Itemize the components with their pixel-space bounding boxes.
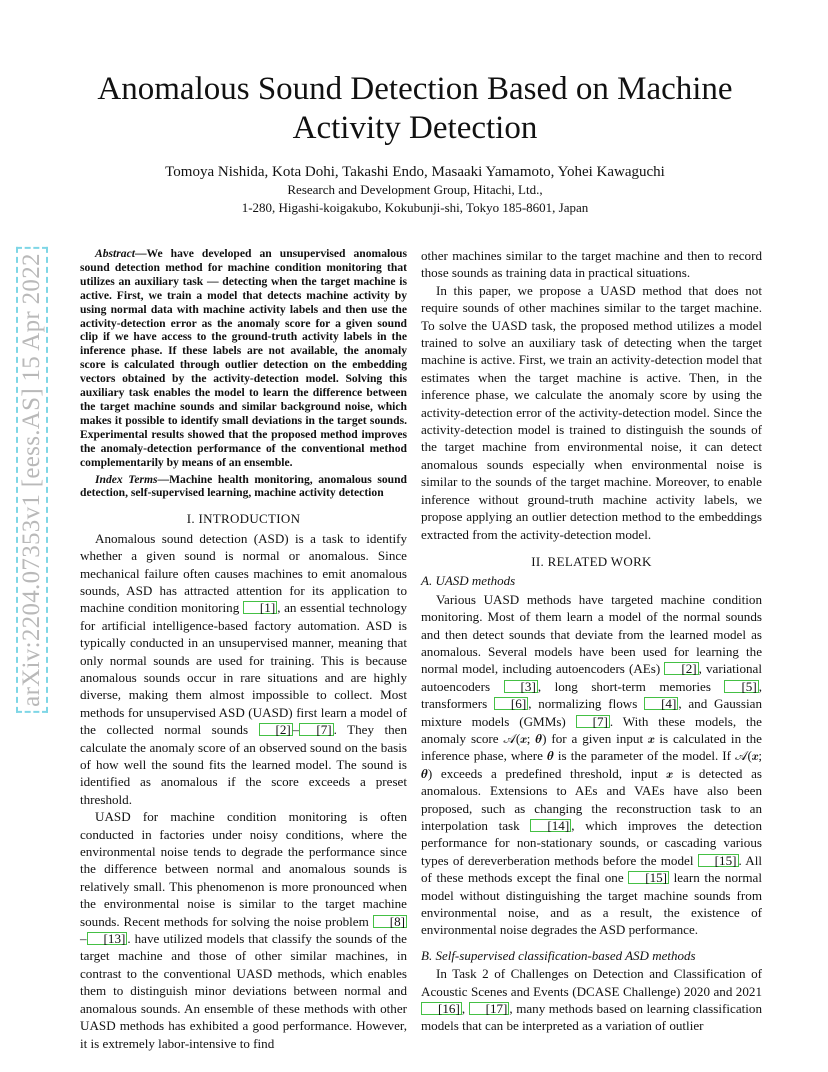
citation-link[interactable]: [4] [644,697,678,710]
citation-link[interactable]: [5] [724,680,758,693]
citation-link[interactable]: [13] [87,932,128,945]
subsection-heading-self-supervised: B. Self-supervised classification-based ASD methods [421,947,696,963]
citation-link[interactable]: [2] [664,662,698,675]
abstract-text: —We have developed an unsupervised anomalous sound detection method for machine condition monitoring that utilizes an auxiliary task — detecting when the target machine is active. First, we train a model that detects machine activity by using normal data with machine activity labels and then use the activity-detection error as the anomaly score for a given sound clip if we have access to the ground-truth activity labels in the inference phase. If these labels are not available, the anomaly score is calculated through outlier detection on the embedding vectors obtained by the activity-detection model. Solving this auxiliary task enables the model to learn the difference between the target machine sounds and similar background noise, which makes it possible to identify small deviations in the target sounds. Experimental results showed that the proposed method improves the anomaly-detection performance of the conventional method complementarily by means of an ensemble. [80,247,407,469]
citation-link[interactable]: [16] [421,1002,462,1015]
intro-paragraph-2-continued: other machines similar to the target machine and then to record those sounds as training data in practical situations. [421,248,762,281]
citation-link[interactable]: [17] [469,1002,510,1015]
related-work-paragraph-a: Various UASD methods have targeted machine condition monitoring. Most of them learn a model of the normal sounds and then detect sounds that deviate from the learned model as anomalous. Several models have been used for learning the normal model, including autoencoders (AEs) [2] , variational autoencoders [3] , long short-term memories [5] , transformers [6] , normalizing flows [4] , and Gaussian mixture models (GMMs) [7] . With these models, the anomaly score 𝒜(𝒙; 𝜽) for a given input 𝒙 is calculated in the inference phase, where 𝜽 is the parameter of the model. If 𝒜(𝒙; 𝜽) exceeds a predefined threshold, input 𝒙 is detected as anomalous. Extensions to AEs and VAEs have also been proposed, such as changing the reconstruction task to an interpolation task [14] , which improves the detection performance for non-stationary sounds, or cascading various types of dereverberation methods before the model [15] . All of these methods except the final one [15] learn the normal model without distinguishing the target machine sounds from environmental noise, and as a result, the existence of environmental noise degrades the ASD performance. [421,591,762,938]
index-terms [80,473,407,501]
index-terms-text: —Machine health monitoring, anomalous sound detection, self-supervised learning, machine activity detection [80,472,407,500]
right-column [421,247,762,1035]
affiliation-line-1: Research and Development Group, Hitachi, Ltd., [287,182,543,197]
citation-link[interactable]: [15] [698,854,739,867]
affiliation-line-2: 1-280, Higashi-koigakubo, Kokubunji-shi, Tokyo 185-8601, Japan [241,200,589,215]
citation-link[interactable]: [8] [373,915,407,928]
intro-paragraph-2: UASD for machine condition monitoring is often conducted in factories under noisy conditions, where the environmental noise tends to degrade the performance since the difference between normal and anomalous sounds is relatively small. This phenomenon is more pronounced when the environmental noise is similar to the target machine sounds. Recent methods for solving the noise problem [8]– [13] . have utilized models that classify the sounds of the target machine and those of other similar machines, in contrast to the conventional UASD methods, which enables them to distinguish minor deviations between normal and anomalous sounds. An ensemble of these methods with other UASD methods has exhibited a good performance. However, it is extremely labor-intensive to find [80,809,407,1051]
citation-link[interactable]: [6] [494,697,528,710]
section-heading-related-work: II. RELATED WORK [531,553,652,569]
citation-link[interactable]: [1] [243,601,277,614]
citation-link[interactable]: [2] [259,723,293,736]
intro-paragraph-3: In this paper, we propose a UASD method that does not require sounds of other machines similar to the target machine. To solve the UASD task, the proposed method utilizes a model trained to solve an auxiliary task of detecting when the target machine is active. First, we train an activity-detection model that estimates when the target machine is active. Then, in the inference phase, we calculate the anomaly score by using the activity-detection error of the activity-detection model. Since the activity-detection model is trained to distinguish the sounds of the target machine from environmental noise, it can detect anomalous sounds especially when environmental noise is similar to the sounds of the target machine. Moreover, to enable inference without ground-truth machine activity labels, we propose applying an outlier detection method to the embeddings extracted from the activity-detection model. [421,282,762,542]
citation-link[interactable]: [14] [530,819,571,832]
citation-link[interactable]: [7] [576,715,610,728]
citation-link[interactable]: [15] [628,871,669,884]
index-terms-label: Index Terms [95,472,158,486]
citation-link[interactable]: [3] [504,680,538,693]
authors: Tomoya Nishida, Kota Dohi, Takashi Endo, Masaaki Yamamoto, Yohei Kawaguchi [165,164,665,180]
paper-title: Anomalous Sound Detection Based on Machine Activity Detection [97,71,733,146]
arxiv-watermark [14,240,50,720]
arxiv-id: arXiv:2204.07353v1 [eess.AS] 15 Apr 2022 [16,247,48,713]
abstract-label: Abstract [95,247,135,260]
related-work-paragraph-b: In Task 2 of Challenges on Detection and Classification of Acoustic Scenes and Events (DCASE Challenge) 2020 and 2021 [16] , [17] , many methods based on learning classification models that can be interpreted as a variation of outlier [421,966,762,1034]
abstract [80,247,407,470]
subsection-heading-uasd-methods: A. UASD methods [421,573,516,589]
citation-link[interactable]: [7] [299,723,333,736]
intro-paragraph-1: Anomalous sound detection (ASD) is a task to identify whether a given sound is normal or anomalous. Since mechanical failure often causes machines to emit anomalous sounds, ASD has attracted attention for its application to machine condition monitoring [1] , an essential technology for artificial intelligence-based factory automation. ASD is typically conducted in an unsupervised manner, meaning that only normal sounds are used for training. This is because anomalous sounds occur in rare situations and are highly diverse, making them almost impossible to collect. Most methods for unsupervised ASD (UASD) first learn a model of the collected normal sounds [2] – [7] . They then calculate the anomaly score of an observed sound on the basis of how well the sound fits the learned model. The sound is identified as anomalous if the score exceeds a preset threshold. [80,530,408,807]
section-heading-introduction: I. INTRODUCTION [186,511,301,527]
left-column [80,247,407,1052]
